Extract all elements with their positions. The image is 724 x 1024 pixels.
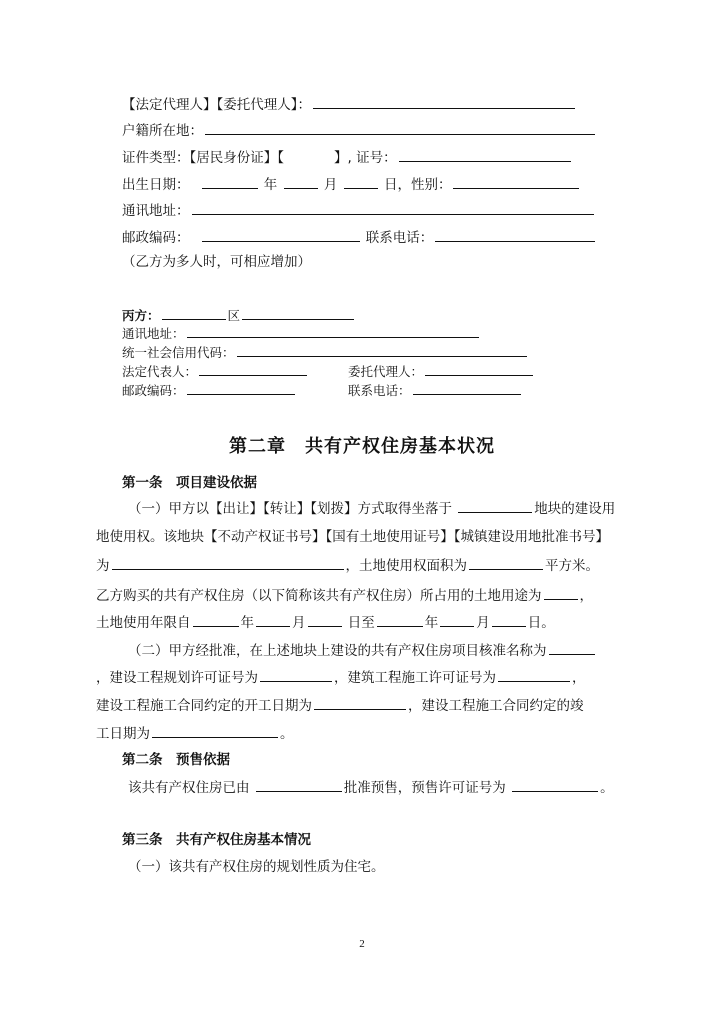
credit-code-blank[interactable]	[237, 343, 527, 357]
residence-line	[122, 121, 597, 140]
partyC-postcode-line	[122, 381, 297, 400]
text: ，建设工程施工合同约定的竣	[408, 698, 584, 714]
text: 月	[476, 615, 490, 631]
label: 法定代表人：	[122, 364, 198, 379]
district-blank[interactable]	[162, 306, 226, 320]
article2-heading: 第二条 预售依据	[122, 752, 230, 768]
text: ，建筑工程施工许可证号为	[334, 670, 496, 686]
text: ，土地使用权面积为	[345, 558, 467, 574]
birth-line	[122, 175, 581, 194]
text: 平方米。	[545, 558, 599, 574]
text: （一）甲方以【出让】【转让】【划拨】方式取得坐落于	[128, 501, 452, 517]
label: 日，性别：	[383, 177, 452, 193]
text: 为	[96, 558, 110, 574]
label: 出生日期：	[122, 177, 190, 193]
note: （乙方为多人时，可相应增加）	[122, 254, 311, 270]
cert-number-blank[interactable]	[112, 556, 344, 570]
address-line	[122, 201, 596, 220]
label: 证件类型：【居民身份证】【	[122, 150, 284, 166]
text: 批准预售，预售许可证号为	[343, 780, 506, 796]
label: 联系电话：	[365, 230, 434, 246]
text: ，建设工程规划许可证号为	[96, 670, 258, 686]
partyC-blank[interactable]	[242, 306, 354, 320]
label: 联系电话：	[348, 383, 411, 398]
partyC-agent-blank[interactable]	[425, 362, 533, 376]
article3-line: （一）该共有产权住房的规划性质为住宅。	[128, 859, 385, 875]
article1-line	[96, 724, 294, 743]
agent-blank[interactable]	[313, 95, 575, 109]
end-day-blank[interactable]	[492, 613, 526, 627]
label: 月	[323, 177, 338, 193]
label: 【法定代理人】【委托代理人】：	[122, 97, 311, 113]
label: 区	[227, 308, 241, 323]
credit-code-line	[122, 343, 529, 362]
article1-line	[96, 586, 593, 605]
label: 年	[263, 177, 278, 193]
text: （二）甲方经批准，在上述地块上建设的共有产权住房项目核准名称为	[128, 643, 547, 659]
text: 。	[280, 726, 294, 742]
agent-line	[122, 95, 577, 114]
text: 年	[424, 615, 439, 631]
id-line	[122, 148, 573, 167]
location-blank[interactable]	[458, 499, 532, 513]
partyC-address-line	[122, 324, 481, 343]
label: 通讯地址：	[122, 203, 190, 219]
text: 年	[240, 615, 254, 631]
text: ，	[572, 670, 586, 686]
birth-year-blank[interactable]	[202, 175, 258, 189]
start-month-blank[interactable]	[256, 613, 290, 627]
label: 邮政编码：	[122, 230, 190, 246]
land-use-blank[interactable]	[544, 586, 578, 600]
partyC-agent-line	[348, 362, 535, 381]
phone-blank[interactable]	[435, 228, 595, 242]
planning-permit-blank[interactable]	[260, 668, 332, 682]
birth-day-blank[interactable]	[344, 175, 378, 189]
end-year-blank[interactable]	[377, 613, 423, 627]
gender-blank[interactable]	[453, 175, 579, 189]
end-month-blank[interactable]	[440, 613, 474, 627]
text: 日。	[527, 615, 555, 631]
label: 委托代理人：	[348, 364, 424, 379]
partyC-phone-line	[348, 381, 523, 400]
article3-heading: 第三条 共有产权住房基本情况	[122, 832, 311, 848]
article1-line	[128, 641, 597, 660]
legal-rep-blank[interactable]	[199, 362, 307, 376]
land-area-blank[interactable]	[469, 556, 543, 570]
legal-rep-line	[122, 362, 309, 381]
label: 邮政编码：	[122, 383, 185, 398]
id-number-blank[interactable]	[399, 148, 571, 162]
label: 丙方：	[122, 308, 160, 323]
start-year-blank[interactable]	[193, 613, 239, 627]
label: 】, 证号：	[334, 150, 397, 166]
text: 乙方购买的共有产权住房（以下简称该共有产权住房）所占用的土地用途为	[96, 588, 542, 604]
project-name-blank[interactable]	[549, 641, 595, 655]
partyC-address-blank[interactable]	[187, 324, 479, 338]
text: 地块的建设用	[534, 501, 616, 517]
construction-permit-blank[interactable]	[498, 668, 570, 682]
residence-blank[interactable]	[205, 121, 595, 135]
presale-approver-blank[interactable]	[256, 778, 342, 792]
text: 月	[292, 615, 306, 631]
article1-line	[96, 696, 584, 715]
text: 建设工程施工合同约定的开工日期为	[96, 698, 312, 714]
article1-line	[96, 556, 599, 575]
partyC-phone-blank[interactable]	[413, 381, 521, 395]
text: 。	[600, 780, 614, 796]
article1-line	[128, 499, 615, 518]
presale-permit-blank[interactable]	[512, 778, 598, 792]
label: 通讯地址：	[122, 326, 185, 341]
partyC-line	[122, 306, 356, 325]
postcode-blank[interactable]	[202, 228, 360, 242]
start-day-blank[interactable]	[308, 613, 342, 627]
page-number: 2	[359, 938, 365, 950]
text: 土地使用年限自	[96, 615, 191, 631]
label: 统一社会信用代码：	[122, 345, 235, 360]
text: ，	[579, 588, 593, 604]
article2-line	[128, 778, 614, 797]
chapter-title: 第二章 共有产权住房基本状况	[229, 436, 495, 457]
article1-line	[96, 613, 555, 632]
article1-line: 地使用权。该地块【不动产权证书号】【国有土地使用证号】【城镇建设用地批准书号】	[96, 529, 609, 545]
address-blank[interactable]	[192, 201, 594, 215]
text: 工日期为	[96, 726, 150, 742]
article1-line	[96, 668, 586, 687]
partyC-postcode-blank[interactable]	[187, 381, 295, 395]
birth-month-blank[interactable]	[284, 175, 318, 189]
text: 该共有产权住房已由	[128, 780, 250, 796]
article1-heading: 第一条 项目建设依据	[122, 475, 257, 491]
start-date-blank[interactable]	[314, 696, 406, 710]
completion-date-blank[interactable]	[152, 724, 278, 738]
postcode-line	[122, 228, 597, 247]
label: 户籍所在地：	[122, 123, 203, 139]
text: 日至	[347, 615, 375, 631]
